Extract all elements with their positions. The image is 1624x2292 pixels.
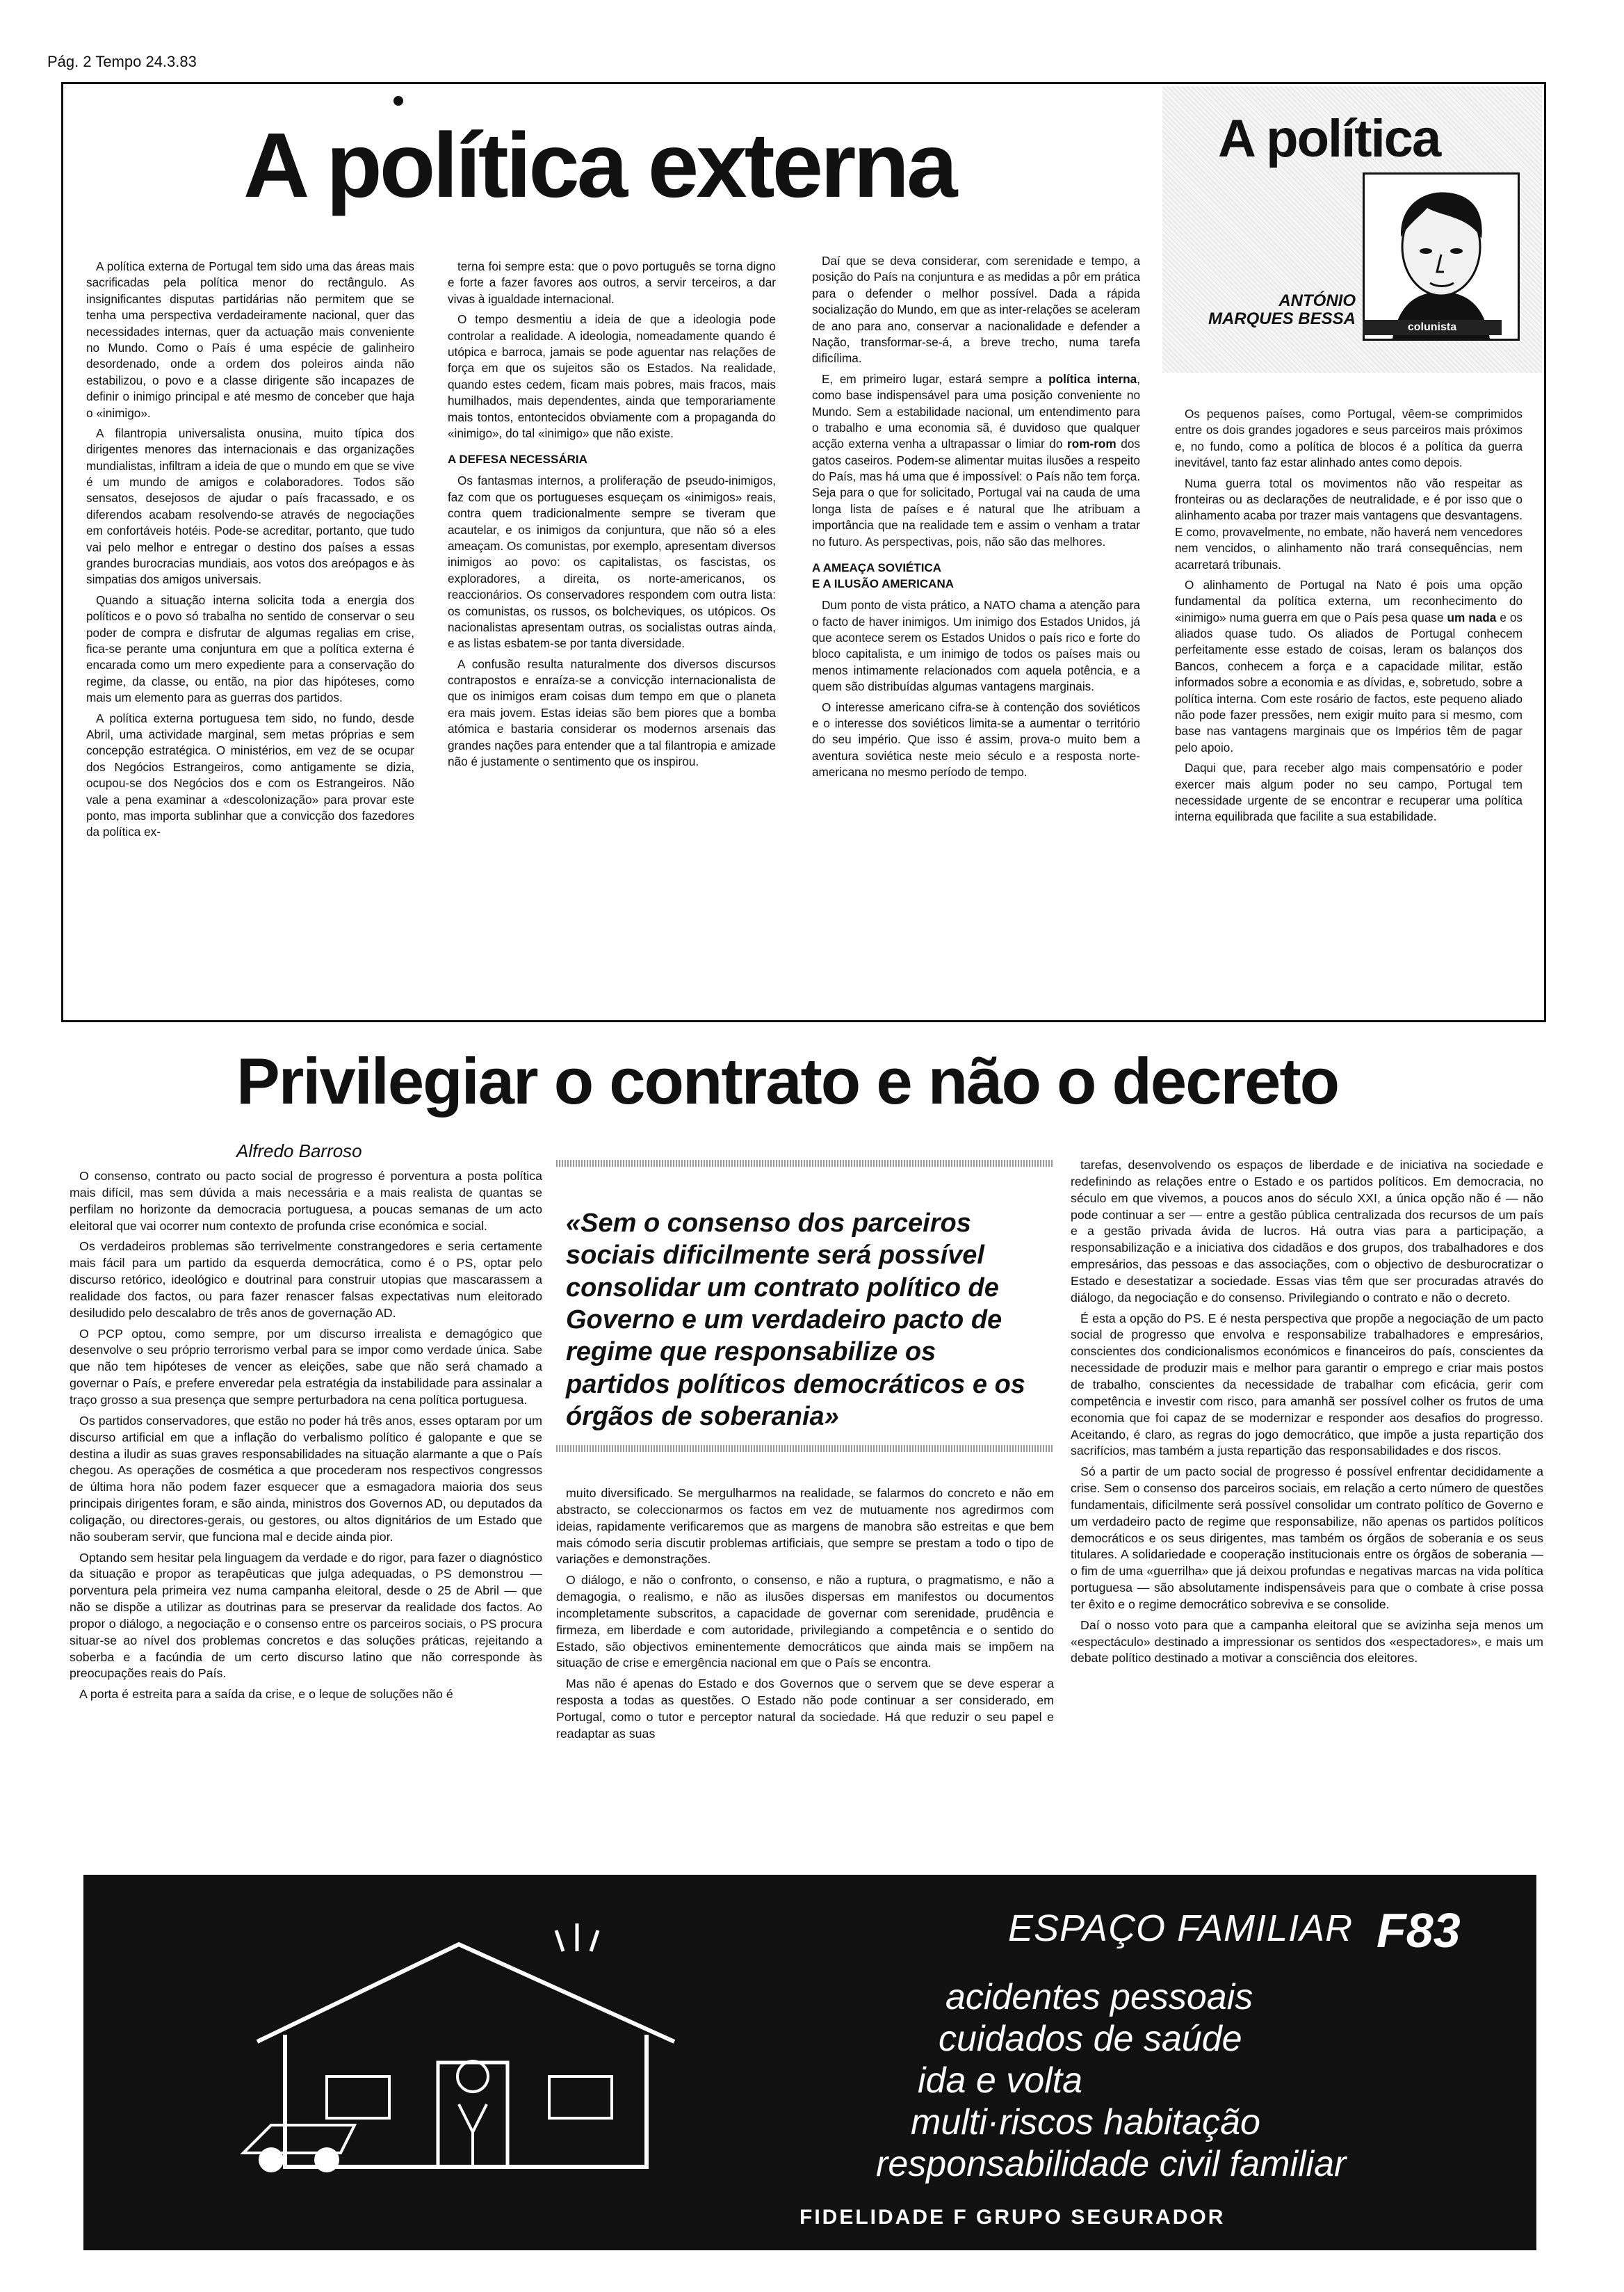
paragraph: O tempo desmentiu a ideia de que a ideologia pode controlar a realidade. A ideologia, nomeadamente quando é utópica e barroca, jamais se pode aguentar nas relações de força em que os sujeitos são os Estados. Na realidade, quando estes cedem, ficam mais pobres, mais fracos, mais humilhados, mais dependentes, ainda que temporariamente mais tontos, entontecidos obviamente com a propaganda do «inimigo», do tal «inimigo» que não existe. [448, 312, 776, 440]
paragraph: Os pequenos países, como Portugal, vêem-se comprimidos entre os dois grandes jogadores e seus parceiros mais próximos e, no fundo, como a política de blocos é a política da guerra inevitável, tanto faz estar alinhado antes como depois. [1175, 407, 1522, 470]
quote-rule-bottom [556, 1445, 1054, 1452]
ad-line-1: acidentes pessoais [945, 1977, 1253, 2017]
section-heading [812, 560, 1140, 576]
bold-text: um nada [1447, 610, 1497, 624]
paragraph [812, 371, 1140, 550]
article1-title: A política externa [243, 114, 955, 216]
columnist-last-name: MARQUES BESSA [1208, 309, 1356, 329]
columnist-first-name: ANTÓNIO [1278, 291, 1356, 310]
paragraph: Mas não é apenas do Estado e dos Governos que o servem que se deve esperar a resposta a todas as questões. O Estado não pode continuar a ser considerado, em Portugal, como o tutor e perceptor natural da sociedade. Há que reduzir o seu papel e readaptar as suas [556, 1677, 1054, 1741]
paragraph: A confusão resulta naturalmente dos diversos discursos contrapostos e enraíza-se a convicção internacionalista de que os inimigos eram coisas dum tempo em que o planeta era mais jovem. Estas ideias são bem piores que a bomba atómica e bastaria considerar os modernos arsenais das grandes nações para entender que a tal filantropia e amizade não é justamente o sentimento que os inspirou. [448, 656, 776, 769]
paragraph: Os fantasmas internos, a proliferação de pseudo-inimigos, faz com que os portugueses esqueçam os «inimigos» reais, contra quem tradicionalmente sempre se tiveram que acautelar, e os inimigos da conjuntura, que não só a eles ameaçam. Os comunistas, por exemplo, apresentam diversos inimigos ao povo: os capitalistas, os fascistas, os exploradores, a direita, os norte-americanos, os reaccionários. Os conservadores respondem com outra lista: os comunistas, os russos, os bolcheviques, os utópicos. Os nacionalistas apresentam outras, os socialistas outras ainda, e as listas esbatem-se por tanta diversidade. [448, 474, 776, 651]
ad-line-3: ida e volta [918, 2060, 1083, 2101]
author-portrait [1363, 172, 1520, 341]
paragraph: Numa guerra total os movimentos não vão respeitar as fronteiras ou as declarações de neutralidade, e é por isso que o alinhamento acaba por trazer mais vantagens que desvantagens. E como, provavelmente, no embate, não haverá nem vencedores nem vencidos, o alinhamento não trará consequências, nem acarretará tribunais. [1175, 476, 1522, 572]
text-run: dos gatos caseiros. Podem-se alimentar muitas ilusões a respeito do País, mas há uma que é impossível: o País não tem força. Seja para o que for solicitado, Portugal vai na cauda de uma longa lista de países e é natural que lhe atribuam a importância que na realidade tem e assim o venham a tratar no futuro. As perspectivas, pois, não são das melhores. [812, 437, 1140, 549]
section-heading: A DEFESA NECESSÁRIA [448, 453, 587, 467]
paragraph: A política externa de Portugal tem sido uma das áreas mais sacrificadas pela política menor do rectângulo. As insignificantes disputas partidárias não permitem que se tenha uma perspectiva verdadeiramente nacional, quer das necessidades internas, quer da actuação mais conveniente no Mundo. Como o País é uma espécie de galinheiro desordenado, onde a ordem dos poleiros ainda não estabilizou, o povo e a classe dirigente são incapazes de definir o inimigo principal e até mesmo de conceber que haja o «inimigo». [86, 259, 414, 420]
article1-column-1 [86, 259, 414, 845]
bold-text: rom-rom [1067, 437, 1116, 451]
paragraph: tarefas, desenvolvendo os espaços de liberdade e de iniciativa na sociedade e redefinindo as relações entre o Estado e os partidos políticos. Em democracia, no século em que vivemos, a poucos anos do século XXI, a única opção não é — não pode continuar a ser — entre a gestão pública centralizada dos recursos de um país e a gestão privada ávida de lucros. Há outra vias para a participação, a responsabilização e a iniciativa dos cidadãos e dos grupos, dos trabalhadores e dos empresários, das pessoas e das associações, com o objectivo de desburocratizar o Estado e desestatizar a sociedade. Essas vias têm que ser procuradas através do diálogo, da negociação e do consenso. Privilegiando o contrato e não o decreto. [1071, 1158, 1543, 1305]
paragraph: O consenso, contrato ou pacto social de progresso é porventura a posta política mais difícil, mas sem dúvida a mais necessária e a mais realista de quantas se perfilam no horizonte da democracia portuguesa, a poucas semanas de um acto eleitoral que vai ocorrer num contexto de profunda crise económica e social. [70, 1169, 542, 1233]
ad-footer: FIDELIDADE F GRUPO SEGURADOR [799, 2206, 1226, 2229]
text-run: e os aliados quase tudo. Os aliados de Portugal conhecem perfeitamente esse estado de coisas, leram os balanços dos Bancos, conhecem a força e a capacidade militar, estão informados sobre a economia e as dívidas, e, sobretudo, sobre a política interna. Com este rosário de factos, este pequeno aliado não pode fazer pressões, nem exigir muito para si mesmo, com base nas vantagens marginais que os Impérios têm de pagar pelo apoio. [1175, 610, 1522, 754]
article2-column-1 [70, 1168, 542, 1707]
paragraph: A porta é estreita para a saída da crise, e o leque de soluções não é [79, 1687, 453, 1702]
quote-rule-top [556, 1160, 1054, 1167]
heading-line: E A ILUSÃO AMERICANA [812, 577, 954, 591]
ad-line-4: multi·riscos habitação [911, 2102, 1260, 2142]
paragraph: muito diversificado. Se mergulharmos na realidade, se falarmos do concreto e não em abstracto, se coleccionarmos os factos em vez de mutuamente nos agredirmos com ideias, rapidamente verificaremos que as margens de manobra são estreitas e que bem mais cómodo seria discutir problemas artificiais, que sempre se prestam a todo o tipo de variações e demonstrações. [556, 1486, 1054, 1567]
paragraph: O PCP optou, como sempre, por um discurso irrealista e demagógico que desenvolve o seu próprio terrorismo verbal para se impor como verdade única. Sabe que não tem hipóteses de vencer as eleições, sabe que não será chamado a governar o País, e prefere enveredar pela estratégia da instabilidade para assinalar a traço grosso a sua presença que sempre perturbadora na cena política portuguesa. [70, 1326, 542, 1407]
paragraph: Só a partir de um pacto social de progresso é possível enfrentar decididamente a crise. Sem o consenso dos parceiros sociais, em relação a certo número de questões fundamentais, dificilmente será possível consolidar um contrato político de Governo e um verdadeiro pacto de regime que responsabilize, não apenas os partidos políticos democráticos e os seus dirigentes, mas também os órgãos de soberania e os seus titulares. A solidariedade e cooperação institucionais entre os órgãos de soberania — o fim de uma «guerrilha» que já deixou profundas e negativas marcas na vida política portuguesa — são absolutamente indispensáveis para que o combate à crise possa ter êxito e o regime democrático sobreviva e se consolide. [1071, 1464, 1543, 1611]
paragraph [1175, 577, 1522, 756]
columnist-section-title: A política [1218, 109, 1440, 168]
text-run: O alinhamento de Portugal na Nato é pois uma opção fundamental da política externa, um reconhecimento do «inimigo» numa guerra em que o País pesa quase [1175, 577, 1522, 624]
paragraph: Quando a situação interna solicita toda a energia dos políticos e o povo só trabalha no sentido de conservar o seu poder de compra e disfrutar de algumas regalias em crise, fica-se perante uma conjuntura em que a política externa é encarada como um mero expediente para a conservação do regime, da classe, ou então, na pior das hipóteses, como mais um elemento para as guerras dos partidos. [86, 592, 414, 705]
paragraph: Optando sem hesitar pela linguagem da verdade e do rigor, para fazer o diagnóstico da situação e propor as terapêuticas que julga adequadas, o PS demonstrou — porventura pela primeira vez numa campanha eleitoral, desde o 25 de Abril — que não se dispõe a utilizar as doutrinas para se preservar da realidade dos factos. Ao propor o diálogo, a negociação e o consenso entre os parceiros sociais, o PS procura situar-se ao nível dos problemas concretos e das soluções práticas, rejeitando a soberba e a facúndia de um certo discurso latino que não corresponde às preocupações reais do País. [70, 1550, 542, 1681]
pull-quote [556, 1160, 1054, 1460]
paragraph: Daqui que, para receber algo mais compensatório e poder exercer mais algum poder no seu campo, Portugal tem necessidade urgente de se encontrar e recuperar uma política interna equilibrada que facilite a sua estabilidade. [1175, 761, 1522, 824]
house-illustration [229, 1903, 772, 2195]
bullet-dot [393, 96, 403, 106]
heading-line: A AMEAÇA SOVIÉTICA [812, 561, 942, 575]
ad-title: ESPAÇO FAMILIAR [1008, 1907, 1354, 1949]
paragraph: Daí que se deva considerar, com serenidade e tempo, a posição do País na conjuntura e as medidas a pôr em prática para o defender o melhor possível. Dada a rápida socialização do Mundo, em que as inter-relações se aceleram de ano para ano, conservar a nacionalidade e defender a Nação, transformar-se-á, a breve trecho, numa tarefa dificílima. [812, 254, 1140, 366]
advertisement [83, 1875, 1536, 2250]
article2-title: Privilegiar o contrato e não o decreto [236, 1044, 1339, 1117]
paragraph: Daí o nosso voto para que a campanha eleitoral que se avizinha seja menos um «espectáculo» destinado a impressionar os sentidos dos «espectadores», e mais um debate político destinado a motivar a consciência dos eleitores. [1071, 1617, 1543, 1665]
article1-column-2 [448, 259, 776, 774]
paragraph: A política externa portuguesa tem sido, no fundo, desde Abril, uma actividade marginal, sem metas próprias e sem concepção estratégica. O ministérios, em vez de se ocupar dos Negócios Estrangeiros, como antigamente se dizia, ocupou-se dos Negócios dos e com os Estrangeiros. Não vale a pena examinar a «descolonização» para provar este ponto, mas importa sublinhar que a convicção dos fazedores da política ex- [86, 711, 414, 839]
ad-line-2: cuidados de saúde [939, 2019, 1242, 2059]
columnist-name [1182, 292, 1356, 329]
page-header: Pág. 2 Tempo 24.3.83 [47, 53, 197, 70]
paragraph: Dum ponto de vista prático, a NATO chama a atenção para o facto de haver inimigos. Um inimigo dos Estados Unidos, já que acontece serem os Estados Unidos o país rico e forte do bloco capitalista, e um inimigo de todos os países mais ou menos intimamente relacionados com aquela potência, e a quem são distribuídas algumas vantagens marginais. [812, 598, 1140, 694]
paragraph: É esta a opção do PS. E é nesta perspectiva que propõe a negociação de um pacto social de progresso que envolva e responsabilize trabalhadores e empresários, conscientes dos condicionalismos económicos e financeiros do país, conscientes da necessidade de produzir mais e melhor para garantir o emprego e criar mais postos de trabalho, conscientes da necessidade de trabalhar com eficácia, gerir com competência e investir com risco, para amanhã ser possível colher os frutos de uma economia que foi capaz de se modernizar e responder aos desafios do progresso. Aceitando, é claro, as regras do jogo democrático, que impõe a justa repartição dos sacrifícios, mas também a justa repartição das responsabilidades e dos riscos. [1071, 1311, 1543, 1458]
paragraph: Os partidos conservadores, que estão no poder há três anos, esses optaram por um discurso artificial em que a inflação do verbalismo político é galopante e que se destina a iludir as suas graves responsabilidades na situação alarmante a que o País chegou. As operações de cosmética a que procederam nos respectivos congressos de última hora não podem fazer esquecer que a esmagadora maioria dos seus principais dirigentes foram, e são ainda, ministros dos Governos AD, ou deputados da coligação, ou directores-gerais, ou gestores, ou altos dignitários de um Estado que não souberam servir, que funciona mal e decide ainda pior. [70, 1413, 542, 1544]
article1-column-3 [812, 253, 1140, 785]
ad-logo: F83 [1377, 1903, 1461, 1958]
article2-column-3 [1071, 1157, 1543, 1671]
ad-line-5: responsabilidade civil familiar [876, 2144, 1347, 2184]
text-run: , como base indispensável para uma posição conveniente no Mundo. Sem a estabilidade nacional, um entendimento para o trabalho e uma economia sã, é duvidoso que qualquer acção externa venha a ultrapassar o limiar do [812, 371, 1140, 451]
section-heading [812, 576, 1140, 592]
portrait-illustration [1365, 175, 1518, 339]
paragraph: terna foi sempre esta: que o povo português se torna digno e forte a fazer favores aos outros, a servir terceiros, a dar vivas à igualdade internacional. [448, 259, 776, 306]
paragraph: O diálogo, e não o confronto, o consenso, e não a ruptura, o pragmatismo, e não a demagogia, o realismo, e não as ilusões dispersas em manifestos ou documentos incompletamente subscritos, a capacidade de governar com serenidade, prudência e firmeza, em liberdade e com autoridade, privilegiando a competência e o sentido do Estado, são objectivos eminentemente democráticos que ainda mais se impõem na situação de crise e emergência nacional em que o País se encontra. [556, 1573, 1054, 1670]
columnist-tag: colunista [1363, 320, 1502, 335]
pull-quote-text: «Sem o consenso dos parceiros sociais dificilmente será possível consolidar um contrato político de Governo e um verdadeiro pacto de regime que responsabilize os partidos políticos democráticos e os órgãos de soberania» [566, 1209, 1025, 1432]
paragraph: O interesse americano cifra-se à contenção dos soviéticos e o interesse dos soviéticos limita-se a aumentar o território do seu império. Que isso é assim, prova-o muito bem a aventura soviética neste meio século e a resposta norte-americana no mesmo período de tempo. [812, 700, 1140, 780]
text-run: E, em primeiro lugar, estará sempre a [822, 371, 1049, 386]
article2-byline: Alfredo Barroso [236, 1140, 362, 1161]
bold-text: política interna [1048, 371, 1137, 386]
article2-column-2 [556, 1485, 1054, 1747]
paragraph: Os verdadeiros problemas são terrivelmente constrangedores e seria certamente mais fácil para um partido da esquerda democrática, como é o PS, optar pelo discurso retórico, ideológico e doutrinal para construir utopias que mascarassem a realidade dos factos, ou para fazer renascer falsas expectativas num eleitorado desiludido pelo descalabro de três anos de governação AD. [70, 1239, 542, 1320]
article1-column-4 [1175, 406, 1522, 830]
paragraph: A filantropia universalista onusina, muito típica dos dirigentes menores das internacionais e das organizações mundialistas, infiltram a ideia de que o mundo em que se vive é um mundo de amigos e colaboradores. Todos são sensatos, desejosos de ajudar o país fracassado, e os diferendos acabam resolvendo-se através de negociações em confortáveis hotéis. Pode-se acreditar, portanto, que tudo vai pelo melhor e entregar o destino dos países a essas grandes burocracias mundiais, aos votos dos areópagos e às simpatias dos amigos universais. [86, 426, 414, 587]
